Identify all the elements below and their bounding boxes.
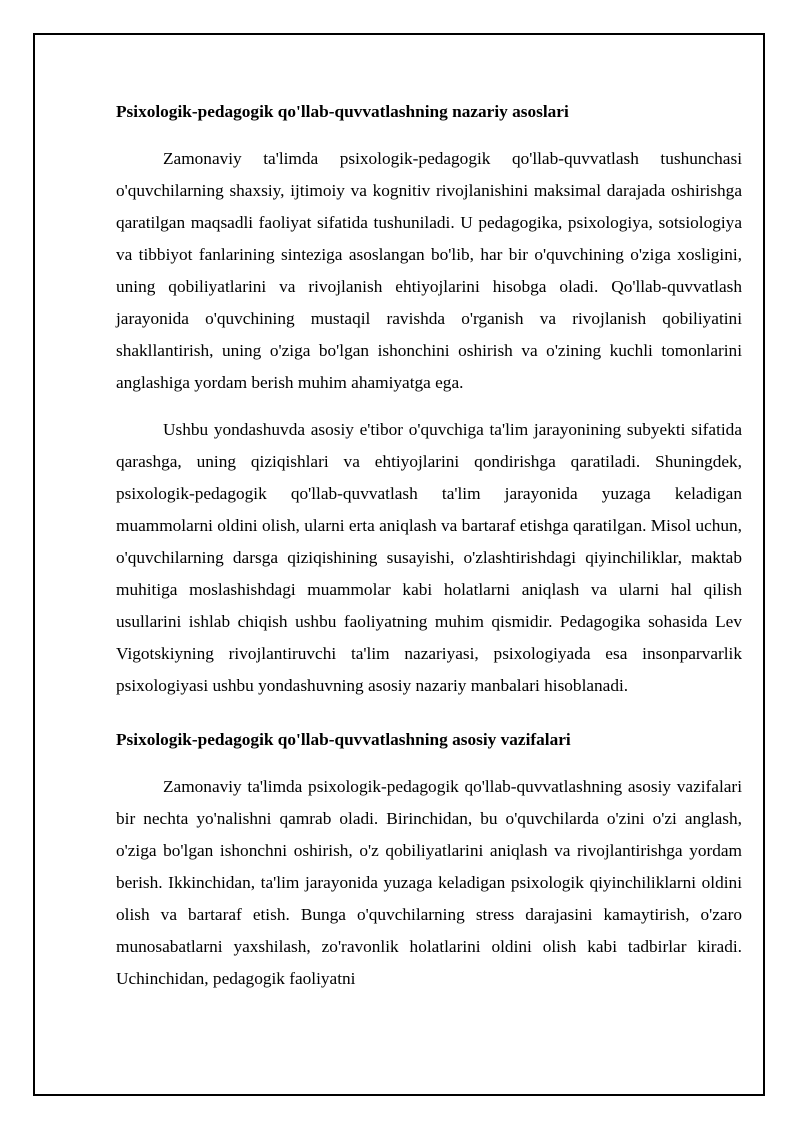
paragraph: Ushbu yondashuvda asosiy e'tibor o'quvchiga ta'lim jarayonining subyekti sifatida qarashga, uning qiziqishlari va ehtiyojlarini qondirishga qaratiladi. Shuningdek, psixologik-pedagogik qo'llab-quvvatlash ta'lim jarayonida yuzaga keladigan muammolarni oldini olish, ularni erta aniqlash va bartaraf etishga qaratilgan. Misol uchun, o'quvchilarning darsga qiziqishining susayishi, o'zlashtirishdagi qiyinchiliklar, maktab muhitiga moslashishdagi muammolar kabi holatlarni aniqlash va ularni hal qilish usullarini ishlab chiqish ushbu faoliyatning muhim qismidir. Pedagogika sohasida Lev Vigotskiyning rivojlantiruvchi ta'lim nazariyasi, psixologiyada esa insonparvarlik psixologiyasi ushbu yondashuvning asosiy nazariy manbalari hisoblanadi. bbox=[116, 420, 742, 695]
section-heading: Psixologik-pedagogik qo'llab-quvvatlashning nazariy asoslari bbox=[116, 102, 569, 121]
section-theoretical-foundations bbox=[116, 96, 742, 702]
section-main-tasks bbox=[116, 724, 742, 995]
paragraph: Zamonaviy ta'limda psixologik-pedagogik qo'llab-quvvatlashning asosiy vazifalari bir nechta yo'nalishni qamrab oladi. Birinchidan, bu o'quvchilarda o'zini o'zi anglash, o'ziga bo'lgan ishonchni oshirish, o'z qobiliyatlarini aniqlash va rivojlantirishga yordam berish. Ikkinchidan, ta'lim jarayonida yuzaga keladigan psixologik qiyinchiliklarni oldini olish va bartaraf etish. Bunga o'quvchilarning stress darajasini kamaytirish, o'zaro munosabatlarni yaxshilash, zo'ravonlik holatlarini oldini olish kabi tadbirlar kiradi. Uchinchidan, pedagogik faoliyatni bbox=[116, 777, 742, 988]
document-body bbox=[116, 96, 742, 995]
section-heading: Psixologik-pedagogik qo'llab-quvvatlashning asosiy vazifalari bbox=[116, 730, 571, 749]
paragraph: Zamonaviy ta'limda psixologik-pedagogik qo'llab-quvvatlash tushunchasi o'quvchilarning shaxsiy, ijtimoiy va kognitiv rivojlanishini maksimal darajada oshirishga qaratilgan maqsadli faoliyat sifatida tushuniladi. U pedagogika, psixologiya, sotsiologiya va tibbiyot fanlarining sinteziga asoslangan bo'lib, har bir o'quvchining o'ziga xosligini, uning qobiliyatlarini va rivojlanish ehtiyojlarini hisobga oladi. Qo'llab-quvvatlash jarayonida o'quvchining mustaqil ravishda o'rganish va rivojlanish qobiliyatini shakllantirish, uning o'ziga bo'lgan ishonchini oshirish va o'zining kuchli tomonlarini anglashiga yordam berish muhim ahamiyatga ega. bbox=[116, 149, 742, 392]
